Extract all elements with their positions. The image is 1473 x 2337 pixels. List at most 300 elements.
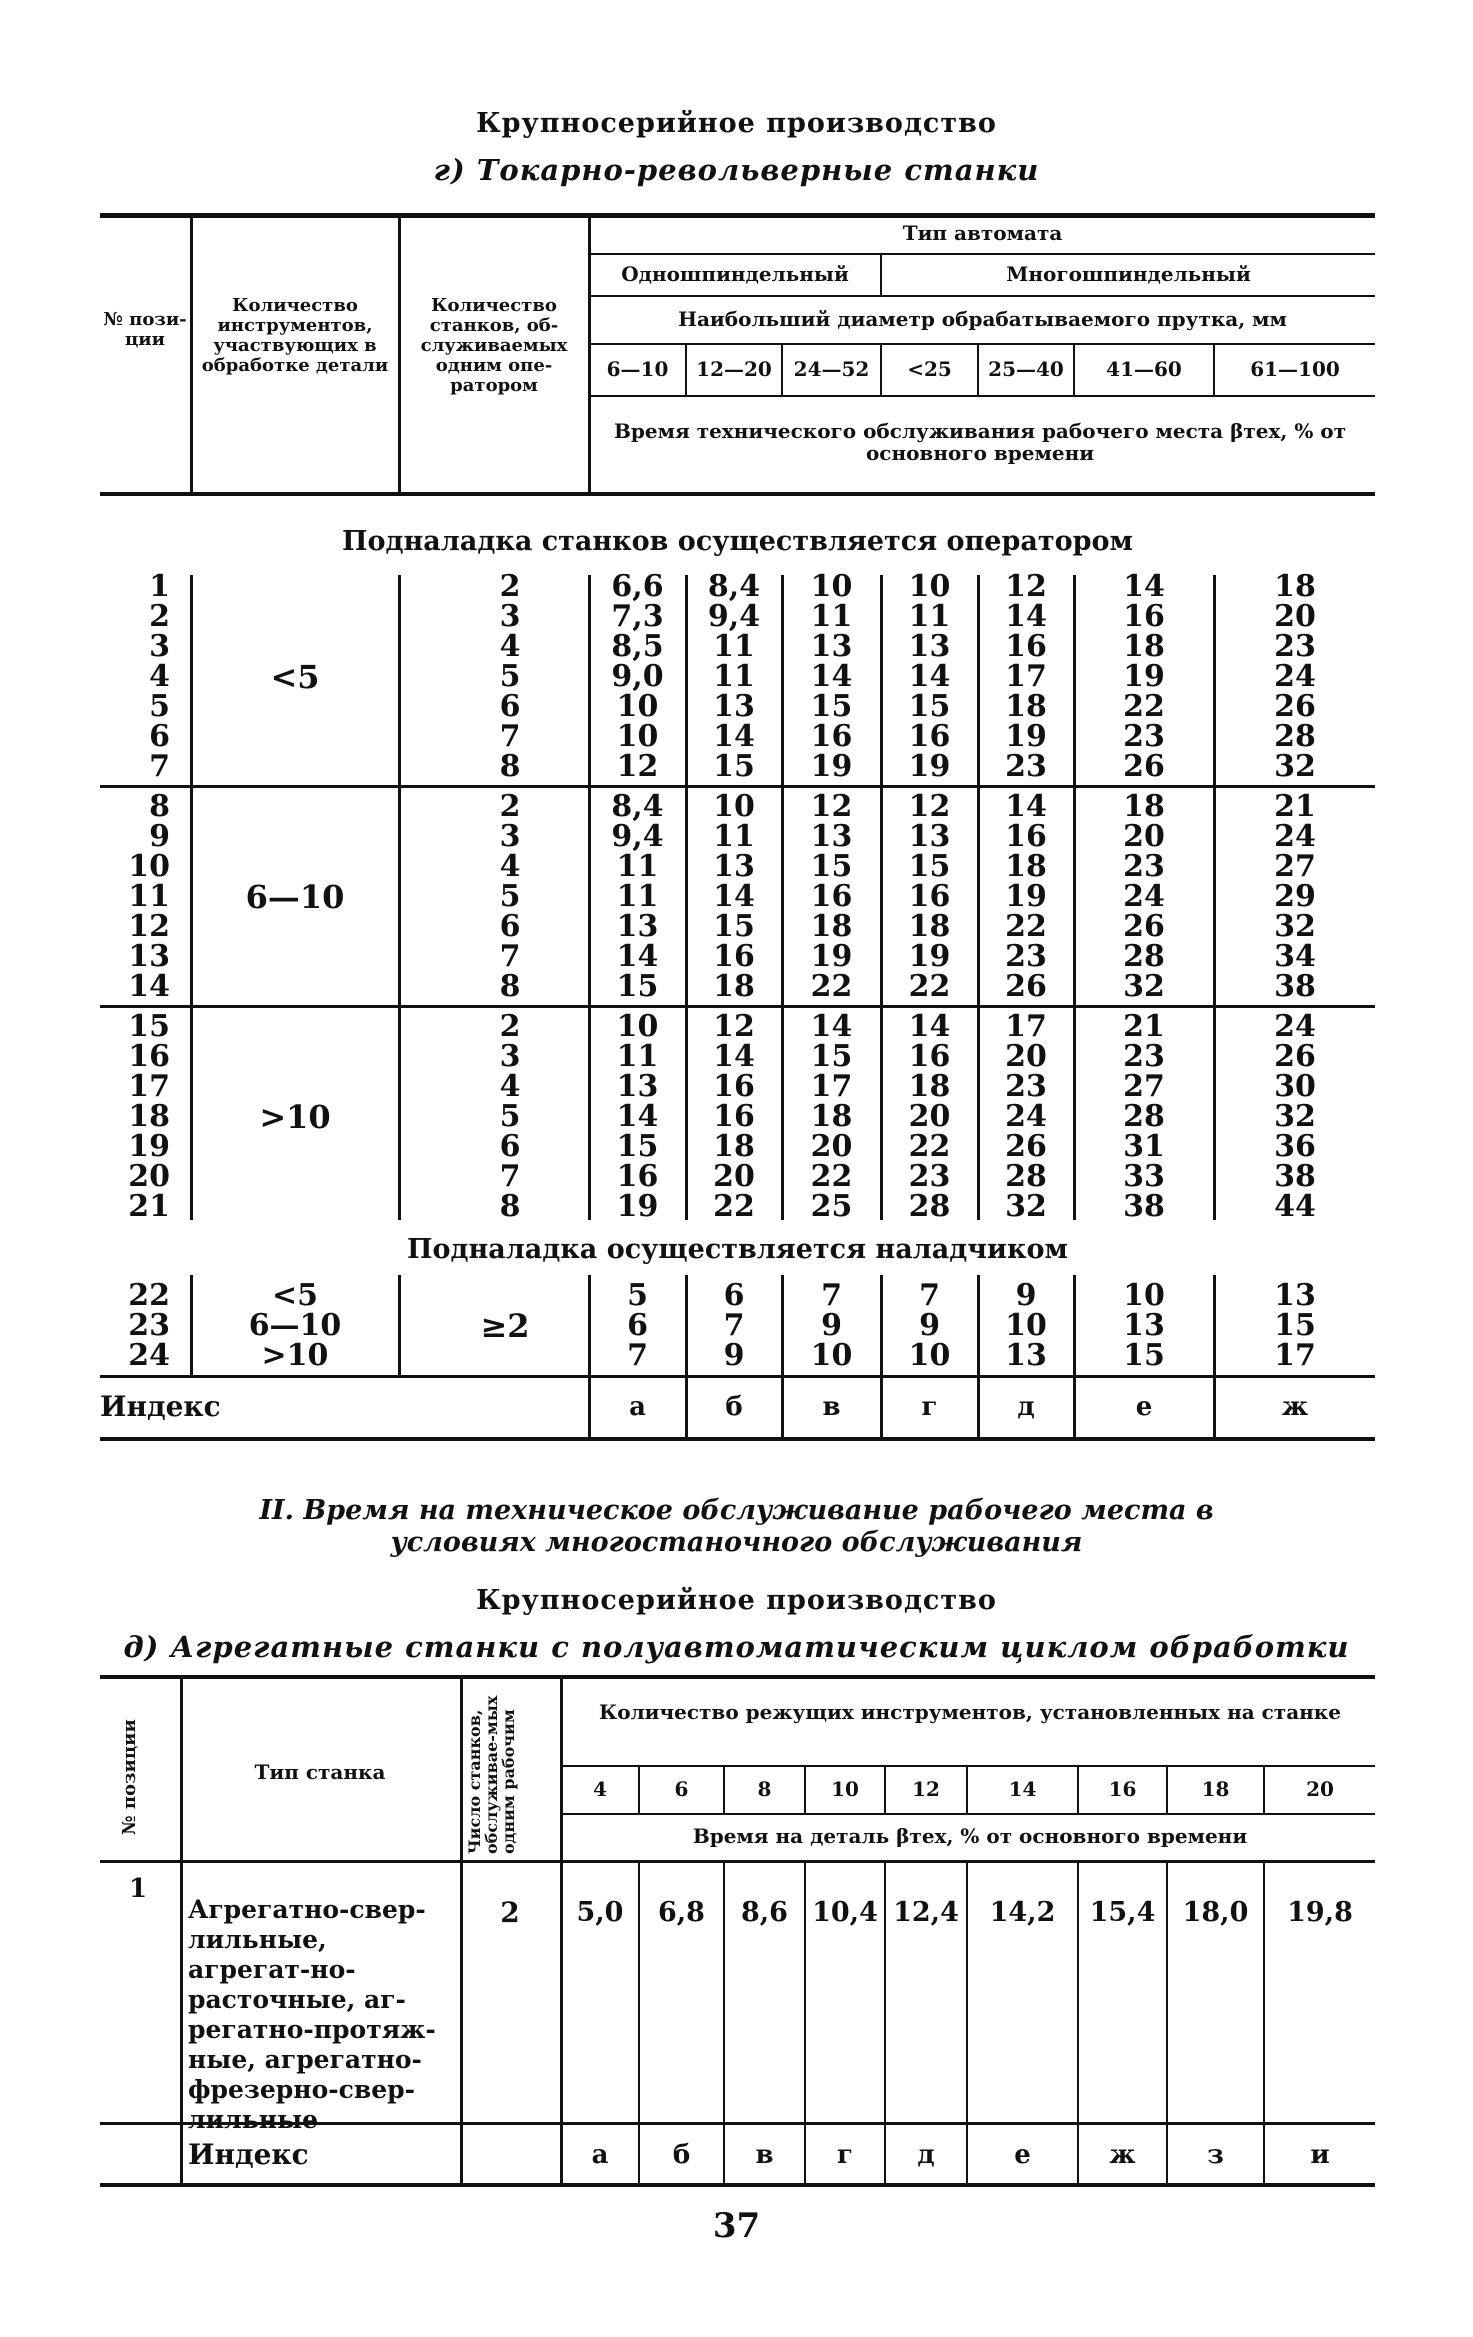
time-value: 18	[908, 1069, 951, 1104]
index-letter: е	[1135, 1392, 1153, 1422]
time-value: 20	[810, 1129, 853, 1164]
time-value: 13	[616, 1069, 659, 1104]
index-letter: д	[1017, 1392, 1035, 1422]
time-value: 14	[908, 1009, 951, 1044]
time-value: 15	[1274, 1308, 1316, 1343]
index-letter: б	[725, 1392, 743, 1422]
time-value: 18	[1123, 789, 1165, 824]
time-value: 12	[1005, 569, 1047, 604]
machines-count: 3	[499, 819, 521, 854]
tool-count-cell: 10	[831, 1777, 859, 1801]
time-value: 11	[713, 819, 755, 854]
time-value: 19	[1005, 719, 1047, 754]
machines-count: 6	[499, 1129, 521, 1164]
time-value: 33	[1123, 1159, 1165, 1194]
tools-count: <5	[270, 658, 320, 696]
range-cell: 25—40	[988, 357, 1064, 381]
header-type: Тип автомата	[902, 221, 1063, 245]
time-value: 10	[616, 719, 659, 754]
header-time: Время технического обслуживания рабочего места βтех, % от основного времени	[613, 419, 1347, 465]
table-a-header-rule	[100, 492, 1375, 496]
time-value: 38	[1274, 969, 1316, 1004]
group1-label: Подналадка станков осуществляется оператором	[342, 526, 1133, 557]
header-b-type: Тип станка	[254, 1760, 386, 1784]
machines-count: 8	[499, 969, 521, 1004]
block-sep-1	[100, 785, 1375, 788]
time-value: 14	[713, 719, 755, 754]
time-value: 6	[627, 1308, 648, 1343]
b-time-value: 18,0	[1182, 1897, 1249, 1928]
time-value: 18	[1005, 849, 1047, 884]
time-value: 26	[1274, 689, 1316, 724]
time-value: 24	[1274, 659, 1316, 694]
time-value: 31	[1123, 1129, 1165, 1164]
time-value: 15	[908, 849, 951, 884]
time-value: 13	[1005, 1338, 1047, 1373]
position-number: 24	[128, 1338, 170, 1373]
machines-count: 7	[499, 939, 521, 974]
position-number: 9	[149, 819, 170, 854]
b-position: 1	[128, 1874, 148, 1904]
time-value: 19	[908, 749, 951, 784]
time-value: 26	[1123, 909, 1165, 944]
vline-h1	[190, 215, 193, 492]
time-value: 32	[1274, 1099, 1316, 1134]
time-value: 6,6	[611, 569, 664, 604]
tool-count-cell: 4	[593, 1777, 607, 1801]
time-value: 9,4	[611, 819, 664, 854]
range-cell: 6—10	[606, 357, 669, 381]
tools-count: 6—10	[245, 878, 345, 916]
time-value: 18	[1123, 629, 1165, 664]
time-value: 17	[1005, 1009, 1047, 1044]
index-letter: г	[921, 1392, 938, 1422]
machines-count: 8	[499, 749, 521, 784]
machines-count: 7	[499, 1159, 521, 1194]
time-value: 30	[1274, 1069, 1316, 1104]
index-letter: б	[672, 2140, 691, 2170]
b-time-value: 8,6	[741, 1897, 788, 1928]
time-value: 9	[723, 1338, 745, 1373]
machines-count: 4	[499, 629, 521, 664]
time-value: 7	[919, 1278, 940, 1313]
time-value: 13	[713, 849, 755, 884]
header-b-pos: № позиции	[119, 1719, 140, 1835]
position-number: 11	[128, 879, 170, 914]
position-number: 10	[128, 849, 170, 884]
vline-h2	[398, 215, 401, 492]
body-vline	[190, 1275, 193, 1375]
position-number: 6	[149, 719, 170, 754]
time-value: 7	[723, 1308, 745, 1343]
rule-diam	[590, 343, 1375, 345]
time-value: 17	[810, 1069, 853, 1104]
time-value: 18	[713, 1129, 755, 1164]
time-value: 22	[908, 1129, 951, 1164]
tool-count-cell: 14	[1008, 1777, 1037, 1801]
header-tools: Количество инструментов, участвующих в обработке детали	[201, 295, 389, 376]
time-value: 19	[1123, 659, 1165, 694]
section-b-heading: II. Время на техническое обслуживание рабочего места в условиях многостаночного обслуживания	[259, 1495, 1214, 1558]
time-value: 19	[1005, 879, 1047, 914]
time-value: 19	[810, 749, 853, 784]
time-value: 36	[1274, 1129, 1316, 1164]
b-time-value: 5,0	[576, 1897, 624, 1928]
index-letter: ж	[1281, 1392, 1309, 1422]
position-number: 4	[149, 659, 170, 694]
time-value: 28	[1123, 1099, 1165, 1134]
machines-count: 5	[499, 1099, 521, 1134]
vline-h3	[588, 215, 591, 492]
time-value: 22	[908, 969, 951, 1004]
vline-b1	[180, 1677, 183, 2185]
machines-count: 5	[499, 879, 521, 914]
time-value: 15	[810, 1039, 853, 1074]
time-value: 14	[713, 1039, 755, 1074]
rule-kind	[590, 295, 1375, 297]
machines-count: 2	[499, 789, 521, 824]
b-time-value: 14,2	[989, 1897, 1056, 1928]
time-value: 20	[1005, 1039, 1047, 1074]
time-value: 20	[713, 1159, 755, 1194]
time-value: 9,0	[611, 659, 664, 694]
index-top-rule	[100, 1375, 1375, 1378]
time-value: 14	[1005, 599, 1047, 634]
header-b-machines-box	[464, 1682, 558, 1858]
time-value: 16	[1123, 599, 1165, 634]
tools-count: >10	[259, 1098, 331, 1136]
position-number: 23	[128, 1308, 170, 1343]
time-value: 25	[810, 1189, 853, 1224]
time-value: 19	[908, 939, 951, 974]
index-label-b: Индекс	[188, 2138, 309, 2171]
tools-count: >10	[261, 1338, 329, 1373]
time-value: 14	[1123, 569, 1165, 604]
b-time-value: 10,4	[812, 1897, 878, 1928]
time-value: 15	[908, 689, 951, 724]
vline-b2	[460, 1677, 463, 2185]
index-letter: з	[1207, 2140, 1224, 2170]
tools-count: <5	[271, 1278, 318, 1313]
position-number: 1	[149, 569, 170, 604]
time-value: 11	[616, 879, 659, 914]
body-vline	[398, 575, 401, 1220]
position-number: 19	[128, 1129, 170, 1164]
index-letter: д	[917, 2140, 935, 2170]
time-value: 27	[1123, 1069, 1165, 1104]
index-label-a: Индекс	[100, 1390, 221, 1423]
range-cell: 12—20	[696, 357, 772, 381]
header-b-machines: Число станков, обслуживае-мых одним рабочим	[465, 1695, 518, 1854]
time-value: 13	[908, 819, 951, 854]
time-value: 23	[1123, 1039, 1165, 1074]
time-value: 7	[821, 1278, 842, 1313]
tools-count: 6—10	[248, 1308, 342, 1343]
machines-count: 4	[499, 849, 521, 884]
index-letter: е	[1014, 2140, 1031, 2170]
header-b-tools: Количество режущих инструментов, установленных на станке	[599, 1700, 1341, 1724]
time-value: 26	[1274, 1039, 1316, 1074]
index-letter: в	[822, 1392, 841, 1422]
time-value: 14	[810, 659, 853, 694]
time-value: 10	[810, 1338, 853, 1373]
time-value: 29	[1274, 879, 1316, 914]
time-value: 22	[810, 969, 853, 1004]
time-value: 14	[908, 659, 951, 694]
time-value: 19	[616, 1189, 659, 1224]
time-value: 11	[713, 629, 755, 664]
position-number: 3	[149, 629, 170, 664]
time-value: 22	[713, 1189, 755, 1224]
time-value: 13	[1274, 1278, 1316, 1313]
section-b-subheading: Крупносерийное производство	[476, 1585, 997, 1616]
time-value: 20	[1123, 819, 1165, 854]
position-number: 14	[128, 969, 170, 1004]
time-value: 28	[1005, 1159, 1047, 1194]
time-value: 44	[1274, 1189, 1316, 1224]
table-a-bottom-rule	[100, 1437, 1375, 1441]
header-multi: Многошпиндельный	[1006, 262, 1251, 286]
b-time-value: 6,8	[658, 1897, 705, 1928]
b-time-value: 12,4	[893, 1897, 959, 1928]
time-value: 23	[1005, 1069, 1047, 1104]
time-value: 13	[810, 629, 853, 664]
section-a-heading: Крупносерийное производство	[476, 108, 997, 139]
time-value: 5	[627, 1278, 648, 1313]
header-pos: № пози-ции	[103, 309, 187, 350]
time-value: 24	[1005, 1099, 1047, 1134]
time-value: 24	[1274, 819, 1316, 854]
time-value: 12	[713, 1009, 755, 1044]
body-vline	[190, 575, 193, 1220]
rule-type	[590, 253, 1375, 255]
time-value: 16	[810, 719, 853, 754]
b-machines: 2	[500, 1896, 520, 1929]
time-value: 10	[616, 1009, 659, 1044]
position-number: 17	[128, 1069, 170, 1104]
machines-count: 2	[499, 1009, 521, 1044]
section-b-subsubheading: д) Агрегатные станки с полуавтоматическим циклом обработки	[123, 1630, 1350, 1664]
time-value: 16	[713, 939, 755, 974]
machines-count: 6	[499, 689, 521, 724]
position-number: 21	[128, 1189, 170, 1224]
page-number: 37	[712, 2206, 761, 2246]
time-value: 16	[713, 1099, 755, 1134]
time-value: 11	[810, 599, 853, 634]
tool-count-cell: 20	[1306, 1777, 1334, 1801]
time-value: 18	[1274, 569, 1316, 604]
time-value: 21	[1274, 789, 1316, 824]
table-b-rule-counts	[562, 1813, 1375, 1815]
time-value: 14	[616, 1099, 659, 1134]
time-value: 13	[713, 689, 755, 724]
time-value: 10	[810, 569, 853, 604]
time-value: 17	[1274, 1338, 1316, 1373]
time-value: 38	[1123, 1189, 1165, 1224]
table-b-header-rule	[100, 1860, 1375, 1863]
position-number: 18	[128, 1099, 170, 1134]
time-value: 11	[713, 659, 755, 694]
time-value: 13	[810, 819, 853, 854]
time-value: 28	[1123, 939, 1165, 974]
time-value: 15	[713, 749, 755, 784]
position-number: 20	[128, 1159, 170, 1194]
time-value: 14	[810, 1009, 853, 1044]
range-cell: <25	[907, 357, 952, 381]
range-cell: 24—52	[793, 357, 870, 381]
time-value: 16	[908, 719, 951, 754]
position-number: 16	[128, 1039, 170, 1074]
time-value: 16	[1005, 629, 1047, 664]
time-value: 10	[1123, 1278, 1165, 1313]
index-letter: а	[591, 2140, 609, 2170]
b-time-value: 15,4	[1089, 1897, 1156, 1928]
time-value: 15	[810, 689, 853, 724]
body-vline	[398, 1275, 401, 1375]
range-cell: 41—60	[1106, 357, 1182, 381]
time-value: 15	[616, 1129, 659, 1164]
position-number: 7	[149, 749, 170, 784]
time-value: 18	[810, 1099, 853, 1134]
time-value: 32	[1274, 749, 1316, 784]
time-value: 16	[810, 879, 853, 914]
time-value: 13	[908, 629, 951, 664]
tool-count-cell: 12	[912, 1777, 940, 1801]
tool-count-cell: 16	[1108, 1777, 1137, 1801]
time-value: 19	[810, 939, 853, 974]
position-number: 15	[128, 1009, 170, 1044]
time-value: 20	[908, 1099, 951, 1134]
section-a-subheading: г) Токарно-револьверные станки	[433, 153, 1040, 187]
time-value: 23	[1123, 849, 1165, 884]
time-value: 32	[1123, 969, 1165, 1004]
time-value: 11	[616, 849, 659, 884]
table-a-top-rule	[100, 213, 1375, 218]
time-value: 9	[821, 1308, 842, 1343]
time-value: 18	[1005, 689, 1047, 724]
time-value: 18	[713, 969, 755, 1004]
time-value: 6	[723, 1278, 745, 1313]
index-letter: а	[629, 1392, 646, 1422]
index-letter: г	[837, 2140, 853, 2170]
machines-count: 2	[499, 569, 521, 604]
time-value: 9	[1015, 1278, 1037, 1313]
time-value: 23	[1005, 749, 1047, 784]
time-value: 20	[1274, 599, 1316, 634]
time-value: 14	[1005, 789, 1047, 824]
b-time-value: 19,8	[1287, 1897, 1353, 1928]
time-value: 16	[908, 879, 951, 914]
time-value: 13	[1123, 1308, 1165, 1343]
time-value: 21	[1123, 1009, 1165, 1044]
time-value: 15	[1123, 1338, 1165, 1373]
header-single: Одношпиндельный	[621, 262, 849, 286]
time-value: 26	[1123, 749, 1165, 784]
range-cell: 61—100	[1250, 357, 1340, 381]
machines-count: 8	[499, 1189, 521, 1224]
time-value: 16	[616, 1159, 659, 1194]
time-value: 10	[1005, 1308, 1047, 1343]
header-diameter: Наибольший диаметр обрабатываемого прутка, мм	[678, 307, 1287, 331]
time-value: 22	[1123, 689, 1165, 724]
time-value: 26	[1005, 969, 1047, 1004]
position-number: 13	[128, 939, 170, 974]
time-value: 28	[908, 1189, 951, 1224]
time-value: 10	[713, 789, 755, 824]
machines-count: ≥2	[480, 1307, 530, 1345]
time-value: 16	[908, 1039, 951, 1074]
block-sep-2	[100, 1005, 1375, 1008]
time-value: 14	[713, 879, 755, 914]
time-value: 10	[908, 569, 951, 604]
time-value: 11	[616, 1039, 659, 1074]
time-value: 7	[627, 1338, 648, 1373]
header-machines: Количество станков, об-служиваемых одним опе-ратором	[420, 295, 568, 396]
time-value: 22	[810, 1159, 853, 1194]
position-number: 5	[149, 689, 170, 724]
time-value: 24	[1274, 1009, 1316, 1044]
position-number: 22	[128, 1278, 170, 1313]
time-value: 15	[713, 909, 755, 944]
time-value: 17	[1005, 659, 1047, 694]
time-value: 10	[616, 689, 659, 724]
index-letter: ж	[1109, 2140, 1136, 2170]
machines-count: 3	[499, 599, 521, 634]
time-value: 9,4	[707, 599, 761, 634]
time-value: 15	[810, 849, 853, 884]
group2-label: Подналадка осуществляется наладчиком	[407, 1234, 1068, 1265]
time-value: 8,4	[707, 569, 761, 604]
machines-count: 3	[499, 1039, 521, 1074]
tool-count-cell: 6	[674, 1777, 689, 1801]
time-value: 9	[919, 1308, 940, 1343]
time-value: 14	[616, 939, 659, 974]
machines-count: 7	[499, 719, 521, 754]
position-number: 12	[128, 909, 170, 944]
header-b-time: Время на деталь βтех, % от основного времени	[692, 1824, 1248, 1848]
time-value: 11	[908, 599, 951, 634]
time-value: 7,3	[611, 599, 664, 634]
time-value: 12	[908, 789, 951, 824]
machines-count: 4	[499, 1069, 521, 1104]
time-value: 28	[1274, 719, 1316, 754]
machines-count: 6	[499, 909, 521, 944]
position-number: 2	[149, 599, 170, 634]
b-type-cell: Агрегатно-свер-лильные, агрегат-но-расточные, аг-регатно-протяж-ные, агрегатно-фрезерно-свер-лильные	[188, 1895, 436, 2134]
time-value: 13	[616, 909, 659, 944]
time-value: 34	[1274, 939, 1316, 974]
time-value: 32	[1274, 909, 1316, 944]
time-value: 22	[1005, 909, 1047, 944]
time-value: 23	[908, 1159, 951, 1194]
rule-ranges	[590, 395, 1375, 397]
time-value: 23	[1123, 719, 1165, 754]
time-value: 16	[713, 1069, 755, 1104]
table-b-rule-tools	[562, 1765, 1375, 1767]
tool-count-cell: 8	[757, 1777, 772, 1801]
table-b-top-rule	[100, 1675, 1375, 1679]
machines-count: 5	[499, 659, 521, 694]
time-value: 23	[1274, 629, 1316, 664]
time-value: 24	[1123, 879, 1165, 914]
index-letter: в	[755, 2140, 774, 2170]
time-value: 8,5	[611, 629, 664, 664]
table-b-bottom-rule	[100, 2183, 1375, 2187]
time-value: 18	[908, 909, 951, 944]
time-value: 12	[810, 789, 853, 824]
time-value: 32	[1005, 1189, 1047, 1224]
time-value: 16	[1005, 819, 1047, 854]
